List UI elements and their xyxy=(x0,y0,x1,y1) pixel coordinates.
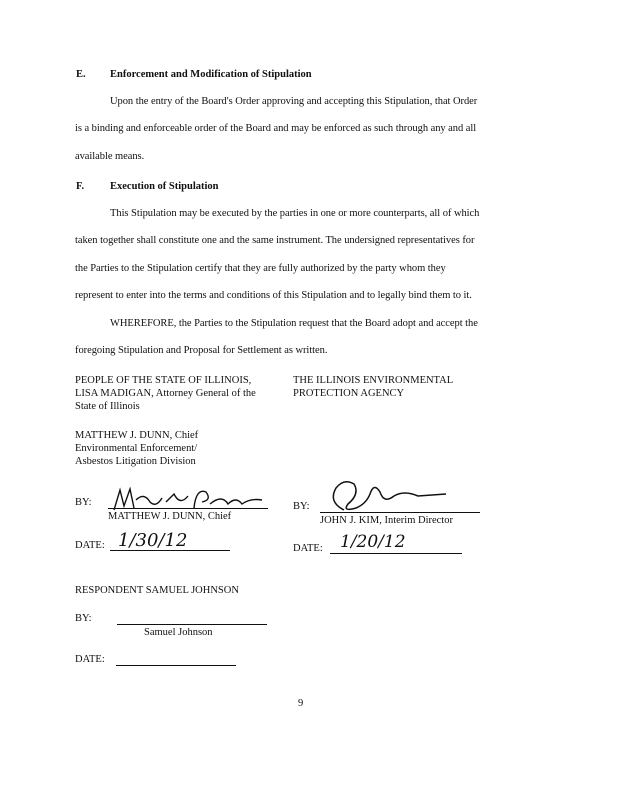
section-e-line: Upon the entry of the Board's Order approving and accepting this Stipulation, that Order xyxy=(110,96,478,107)
left-signer-name: MATTHEW J. DUNN, Chief xyxy=(108,511,232,522)
section-f-line: taken together shall constitute one and the same instrument. The undersigned representatives for xyxy=(75,235,475,246)
signature-kim-icon xyxy=(322,474,452,518)
respondent-signer-name: Samuel Johnson xyxy=(144,627,213,638)
section-e-letter: E. xyxy=(76,69,86,80)
right-by-label: BY: xyxy=(293,501,310,512)
wherefore-line: WHEREFORE, the Parties to the Stipulation request that the Board adopt and accept the xyxy=(110,318,478,329)
respondent-date-label: DATE: xyxy=(75,654,105,665)
left-date-label: DATE: xyxy=(75,540,105,551)
right-date-value: 1/20/12 xyxy=(340,532,406,552)
right-party-line: PROTECTION AGENCY xyxy=(293,388,405,399)
division-line: MATTHEW J. DUNN, Chief xyxy=(75,430,199,441)
left-by-label: BY: xyxy=(75,497,92,508)
right-date-label: DATE: xyxy=(293,543,323,554)
respondent-date-line xyxy=(116,665,236,666)
page-number: 9 xyxy=(298,698,304,709)
left-date-value: 1/30/12 xyxy=(118,530,188,551)
section-e-title: Enforcement and Modification of Stipulation xyxy=(110,69,312,80)
respondent-signature-line xyxy=(117,624,267,625)
section-f-line: the Parties to the Stipulation certify that they are fully authorized by the party whom they xyxy=(75,263,446,274)
wherefore-line: foregoing Stipulation and Proposal for Settlement as written. xyxy=(75,345,328,356)
section-f-letter: F. xyxy=(76,181,85,192)
right-signer-name: JOHN J. KIM, Interim Director xyxy=(320,515,453,526)
right-date-line xyxy=(330,553,462,554)
left-party-line: State of Illinois xyxy=(75,401,140,412)
left-party-line: PEOPLE OF THE STATE OF ILLINOIS, xyxy=(75,375,252,386)
section-f-line: This Stipulation may be executed by the parties in one or more counterparts, all of which xyxy=(110,208,480,219)
division-line: Asbestos Litigation Division xyxy=(75,456,196,467)
right-party-line: THE ILLINOIS ENVIRONMENTAL xyxy=(293,375,454,386)
left-party-line: LISA MADIGAN, Attorney General of the xyxy=(75,388,256,399)
section-f-line: represent to enter into the terms and conditions of this Stipulation and to legally bind them to it. xyxy=(75,290,472,301)
respondent-title: RESPONDENT SAMUEL JOHNSON xyxy=(75,585,239,596)
section-e-line: available means. xyxy=(75,151,145,162)
division-line: Environmental Enforcement/ xyxy=(75,443,198,454)
section-e-line: is a binding and enforceable order of the Board and may be enforced as such through any and all xyxy=(75,123,477,134)
respondent-by-label: BY: xyxy=(75,613,92,624)
section-f-title: Execution of Stipulation xyxy=(110,181,219,192)
